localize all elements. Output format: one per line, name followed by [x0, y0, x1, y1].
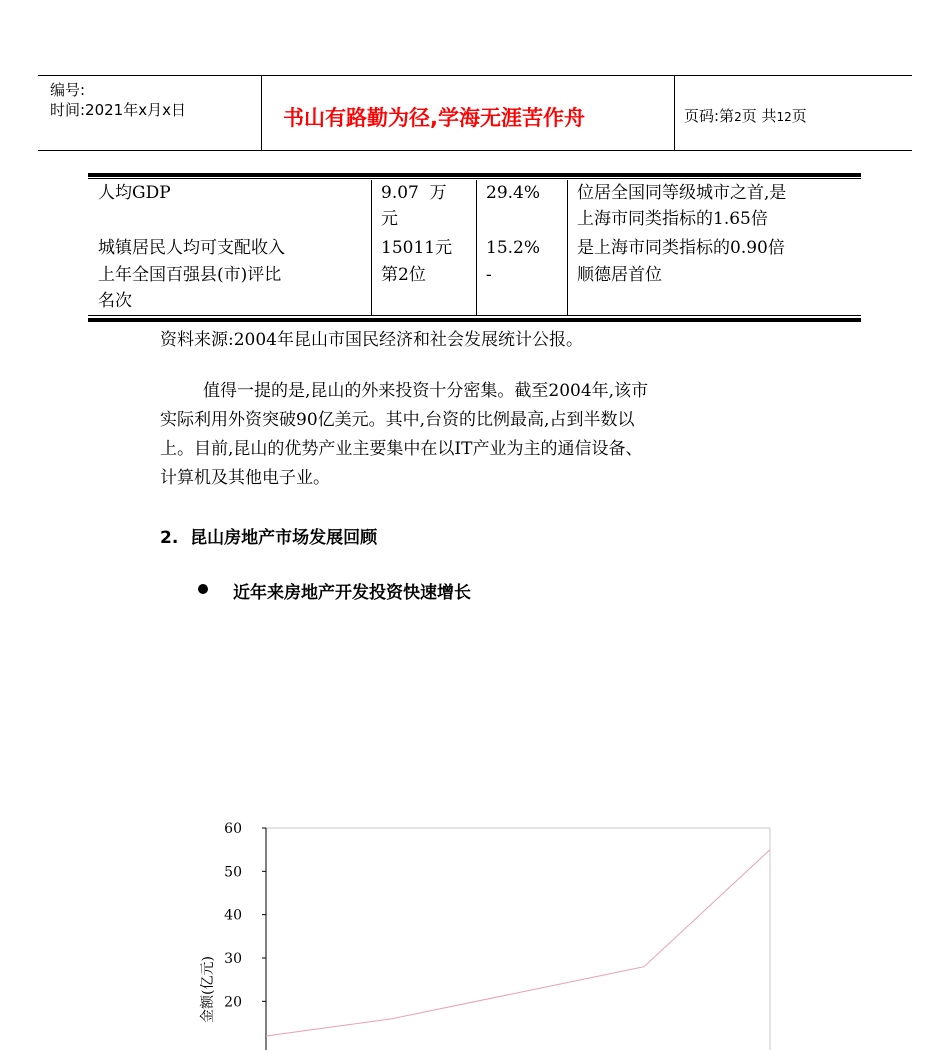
- y-tick-label-0: 60: [224, 821, 242, 837]
- doc-time-label: 时间:2021年x月x日: [50, 101, 186, 119]
- y-tick-label-2: 40: [224, 907, 242, 924]
- table-row-3-growth: -: [486, 265, 492, 285]
- table-bottom-rule-thin: [88, 315, 861, 316]
- table-row-3-value: 第2位: [381, 265, 426, 285]
- page-indicator: [684, 105, 807, 126]
- table-row-2-indicator: 城镇居民人均可支配收入: [98, 238, 285, 258]
- header-top-rule: [38, 75, 912, 76]
- table-col-divider-1: [371, 180, 372, 316]
- chart-series-line: [266, 850, 770, 1036]
- y-tick-label-3: 30: [224, 951, 242, 967]
- paragraph-line-1: 值得一提的是,昆山的外来投资十分密集。截至2004年,该市: [203, 381, 649, 401]
- y-tick-label-1: 50: [224, 864, 242, 881]
- table-top-rule-thick: [88, 173, 861, 177]
- page-mid: 页 共: [741, 107, 777, 125]
- bullet-icon: [198, 584, 208, 594]
- chart-plot-area: [266, 828, 770, 1050]
- paragraph-line-4: 计算机及其他电子业。: [160, 468, 330, 488]
- header-divider-left: [261, 75, 262, 151]
- table-col-divider-3: [567, 180, 568, 316]
- table-row-3-indicator-line2: 名次: [98, 291, 132, 311]
- paragraph-line-3: 上。目前,昆山的优势产业主要集中在以IT产业为主的通信设备、: [160, 439, 643, 459]
- header-divider-right: [674, 75, 675, 151]
- table-row-1-growth: 29.4%: [486, 183, 541, 203]
- header-motto: 书山有路勤为径,学海无涯苦作舟: [283, 106, 585, 130]
- table-row-1-note-line1: 位居全国同等级城市之首,是: [577, 183, 787, 203]
- table-row-1-value-line1: 9.07 万: [381, 183, 447, 203]
- table-row-2-note: 是上海市同类指标的0.90倍: [577, 238, 785, 258]
- page-number: 2: [734, 110, 742, 124]
- table-row-2-growth: 15.2%: [486, 238, 541, 258]
- table-row-3-note: 顺德居首位: [577, 265, 662, 285]
- table-row-1-note-line2: 上海市同类指标的1.65倍: [577, 209, 768, 229]
- page-total: 12: [776, 110, 792, 124]
- table-row-2-value: 15011元: [381, 238, 453, 258]
- paragraph-line-2: 实际利用外资突破90亿美元。其中,台资的比例最高,占到半数以: [160, 410, 635, 430]
- bullet-heading: 近年来房地产开发投资快速增长: [233, 583, 471, 603]
- section-heading: 2. 昆山房地产市场发展回顾: [160, 528, 378, 548]
- table-row-1-indicator: 人均GDP: [98, 183, 171, 203]
- table-top-rule-thin: [88, 178, 861, 179]
- page-suffix: 页: [791, 107, 807, 125]
- header-bottom-rule: [38, 150, 912, 151]
- page-prefix: 页码:第: [684, 107, 735, 125]
- doc-number-label: 编号:: [50, 81, 86, 99]
- table-bottom-rule-thick: [88, 318, 861, 322]
- table-col-divider-2: [476, 180, 477, 316]
- y-tick-label-4: 20: [224, 994, 242, 1011]
- source-note: 资料来源:2004年昆山市国民经济和社会发展统计公报。: [160, 330, 583, 350]
- table-row-3-indicator-line1: 上年全国百强县(市)评比: [98, 265, 282, 285]
- chart-y-axis-label: 金额(亿元): [200, 956, 216, 1023]
- table-row-1-value-line2: 元: [381, 209, 398, 229]
